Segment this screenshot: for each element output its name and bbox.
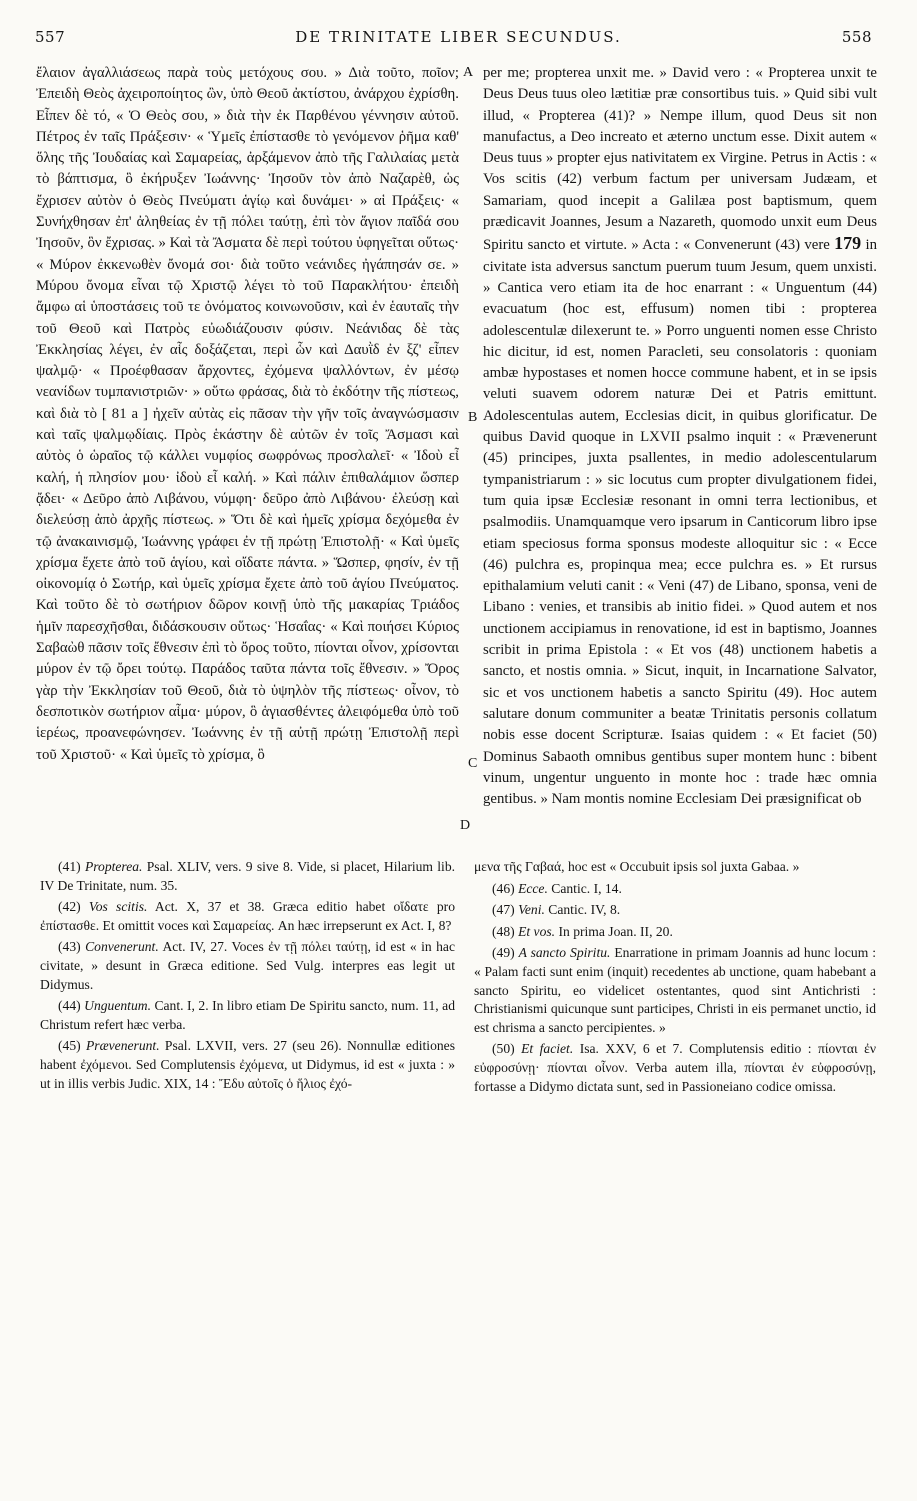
- footnote-text: Psal. LXVII, vers. 27 (seu 26). Nonnullæ editiones habent ἐχόμενοι. Sed Complutensis ἐχόμενα, ut Didymus, id est « juxta : » ut in illis verbis Judic. XIX, 14 : Ἔδυ αὐτοῖς ὁ ἥλιος ἐχό-: [40, 1038, 455, 1091]
- column-reference-number: 179: [834, 233, 862, 254]
- footnote-number: (45): [58, 1038, 81, 1054]
- footnote: [40, 1037, 455, 1093]
- footnote: [40, 997, 455, 1034]
- footnote-text: Isa. XXV, 6 et 7. Complutensis editio : πίονται ἐν εὐφροσύνῃ· πίονται οἶνον. Verba autem illa, πίονται ἐν εὐφροσύνῃ, fortasse a Didymo dictata sunt, sed in Passioneiano codice omissa.: [474, 1041, 876, 1094]
- footnote-text: Enarratione in primam Joannis ad hunc locum : « Palam facti sunt enim (inquit) recedentes ab unctione, quam habebant a sancto Spiritu, eo videlicet ostentantes, quod sint Antichristi : Christianismi quicunque sunt participes, Christi in eis permanet unctio, id est chrisma a sancto percipientes. »: [474, 945, 876, 1035]
- footnote-text: Cant. I, 2. In libro etiam De Spiritu sancto, num. 11, ad Christum refert hæc verba.: [40, 998, 455, 1032]
- footnote-text: Act. X, 37 et 38. Græca editio habet οἴδατε pro ἐπίστασθε. Et omittit voces καὶ Σαμαρείας. An hæc irrepserunt ex Act. I, 8?: [40, 899, 455, 933]
- footnotes-right: [474, 858, 876, 1468]
- greek-text: ἔλαιον ἀγαλλιάσεως παρὰ τοὺς μετόχους σου. » Διὰ τοῦτο, ποῖον; Ἐπειδὴ Θεὸς ἀχειροποίητος ὢν, ὑπὸ Θεοῦ ἀκτίστου, ἀνάρχου ἐχρίσθη. Εἶπεν δὲ τό, « Ὁ Θεὸς σου, » διὰ τὴν ἐκ Παρθένου γέννησιν αὐτοῦ. Πέτρος ἐν ταῖς Πράξεσιν· « Ὑμεῖς ἐπίστασθε τὸ γενόμενον ῥῆμα καθ' ὅλης τῆς Ἰουδαίας καὶ Σαμαρείας, ἀρξάμενον ἀπὸ τῆς Γαλιλαίας μετὰ τὸ βάπτισμα, ὃ ἐκήρυξεν Ἰωάννης· Ἰησοῦν τὸν ἀπὸ Ναζαρὲθ, ὡς ἔχρισεν αὐτὸν ὁ Θεὸς Πνεύματι ἁγίῳ καὶ δυνάμει· » αἱ Πράξεις· « Συνήχθησαν ἐπ' ἀληθείας ἐν τῇ πόλει ταύτῃ, ἐπὶ τὸν ἅγιον παῖδά σου Ἰησοῦν, ὃν ἔχρισας. » Καὶ τὰ Ἄσματα δὲ περὶ τούτου ὑφηγεῖται οὕτως· « Μύρον ἐκκενωθὲν ὄνομά σοι· διὰ τοῦτο νεάνιδες ἠγάπησάν σε. » Μύρου ὄνομα εἶναι τῷ Χριστῷ λέγει τὸ τοῦ Παρακλήτου· ἐπειδὴ ἄμφω αἱ ὑποστάσεις τοῦ τε ὀνόματος κοινωνοῦσιν, καὶ ἐν ἑαυταῖς τὴν τοῦ Θεοῦ καὶ Πατρὸς εὐωδιάζουσιν φύσιν. Νεάνιδας δὲ τὰς Ἐκκλησίας λέγει, ἐν αἷς δοξάζεται, περὶ ὧν καὶ Δαυῒδ ἐν ξζ' εἶπεν ψαλμῷ· « Προέφθασαν ἄρχοντες, ἐχόμενα ψαλλόντων, ἐν μέσῳ νεανίδων τυμπανιστριῶν· » οὕτω φράσας, διὰ τὸ ἐκδότην τῆς πίστεως, καὶ διὰ τὸ [ 81 a ] ἠχεῖν αὐτὰς εἰς πᾶσαν τὴν γῆν τοῖς ἀναγνώσμασιν καὶ ταῖς ψαλμῳδίαις. Πρὸς ἑκάστην δὲ αὐτῶν ἐν τοῖς Ἄσμασι καὶ αὐτὸς ὁ ὡραῖος τῷ κάλλει νυμφίος σωφρόνως προσλαλεῖ· « Ἰδοὺ εἶ καλή, ἡ πλησίον μου· ἰδοὺ εἶ καλή. » Καὶ πάλιν ἐπιθαλάμιον ὥσπερ ᾄδει· « Δεῦρο ἀπὸ Λιβάνου, νύμφη· δεῦρο ἀπὸ Λιβάνου· ἐλεύσῃ καὶ διελεύσῃ ἀπὸ ἀρχῆς πίστεως. » Ὅτι δὲ καὶ ἡμεῖς χρίσμα δεχόμεθα ἐν τῷ ἀνακαινισμῷ, Ἰωάννης γράφει ἐν τῇ πρώτῃ Ἐπιστολῇ· « Καὶ ὑμεῖς χρίσμα ἔχετε ἀπὸ τοῦ ἁγίου, καὶ οἴδατε πάντα. » Ὥσπερ, φησίν, ἐν τῇ οἰκονομίᾳ ὁ Σωτήρ, καὶ ὑμεῖς χρίσμα ἔχετε ἀπὸ τοῦ ἁγίου Πνεύματος. Καὶ τοῦτο δὲ τὸ σωτήριον δῶρον κοινῇ ὑπὸ τῆς μακαρίας Τριάδος ἡμῖν παρεσχῆσθαι, διδάσκουσιν οὕτως· Ἡσαΐας· « Καὶ ποιήσει Κύριος Σαβαὼθ πᾶσιν τοῖς ἔθνεσιν ἐπὶ τὸ ὄρος τοῦτο, πίονται οἶνον, χρίσονται μύρον ἐν τῷ ὄρει τούτῳ. Παράδος ταῦτα πάντα τοῖς ἔθνεσιν. » Ὄρος γὰρ τὴν Ἐκκλησίαν τοῦ Θεοῦ, διὰ τὸ ὑψηλὸν τῆς πίστεως· οἶνον, τὸ δεσποτικὸν σωτήριον αἷμα· μύρον, ὃ ἁγιασθέντες ἀλειφόμεθα ὑπὸ τοῦ ἱερέως, προανεφώνησεν. Ἰωάννης ἐν τῇ αὐτῇ πρώτῃ Ἐπιστολῇ περὶ τοῦ Χριστοῦ· « Καὶ ὑμεῖς τὸ χρίσμα, ὃ: [36, 65, 459, 763]
- footnote-number: (50): [492, 1041, 515, 1057]
- footnote: [40, 938, 455, 994]
- footnote-lemma: Et faciet.: [521, 1041, 574, 1057]
- footnote-lemma: Et vos.: [518, 923, 556, 939]
- page-number-left: 557: [35, 28, 66, 46]
- margin-letter-b: B: [468, 410, 478, 425]
- footnote-lemma: Ecce.: [518, 880, 548, 896]
- footnote-number: (42): [58, 899, 81, 915]
- footnote: [474, 923, 876, 942]
- margin-letter-c: C: [468, 756, 478, 771]
- footnote: [474, 1040, 876, 1096]
- latin-text-part-2: in civitate ista adversus sanctum puerum tuum Jesum, quem unxisti. » Cantica vero etiam ita de hoc enarrant : « Unguentum (44) evacuatum (hoc est, effusum) nomen tibi : propterea adolescentulæ dilexerunt te. » Porro unguenti nomen esse Christo hic dicitur, id est, nomen Paracleti, seu consolatoris : quoniam ambæ hypostases et nomen hocce commune habent, et in se ipsis veluti suavem odorem naturæ Dei et Patris emittunt. Adolescentulas autem, Ecclesias dicit, in quibus glorificatur. De quibus David quoque in LXVII psalmo inquit : « Prævenerunt (45) principes, juxta psallentes, in medio adolescentularum tympanistriarum : » sic locutus cum propter divulgationem fidei, tum quia ipsæ Ecclesiæ resonant in omni terra lectionibus, et psalmodiis. Unamquamque vero ipsarum in Canticorum libro ipse etiam speciosus forma sponsus modeste alloquitur sic : « Ecce (46) pulchra es, propinqua mea; ecce pulchra es. » Et rursus epithalamium veluti canit : « Veni (47) de Libano, sponsa, veni de Libano : venies, et transibis ab initio fidei. » Quod autem et nos unctionem accipiamus in renovatione, id est in baptismo, Joannes scribit in prima Epistola : « Et vos (48) unctionem habetis a sancto, et nostis omnia. » Sicut, inquit, in Incarnatione Salvator, sic et vos unctionem habetis a sancto Spiritu (49). Hoc autem salutare donum communiter a beatæ Trinitatis personis collatum nobis esse docent Scripturæ. Isaias quidem : « Et faciet (50) Dominus Sabaoth omnibus gentibus super montem hunc : bibent vinum, ungentur unguento in monte hoc : trade hæc omnia gentibus. » Nam montis nomine Ecclesiam Dei præsignificat ob: [483, 237, 877, 808]
- latin-column: [483, 63, 877, 831]
- footnote-text: Act. IV, 27. Voces ἐν τῇ πόλει ταύτῃ, id est « in hac civitate, » desunt in Græca editione. Sed Vulg. interpres eas legit ut Didymus.: [40, 939, 455, 992]
- page-number-right: 558: [841, 28, 872, 46]
- footnote-text: In prima Joan. II, 20.: [558, 923, 673, 939]
- footnote-number: (43): [58, 939, 81, 955]
- footnote-text: Psal. XLIV, vers. 9 sive 8. Vide, si placet, Hilarium lib. IV De Trinitate, num. 35.: [40, 859, 455, 893]
- footnote: [474, 944, 876, 1037]
- footnote-number: (44): [58, 998, 81, 1014]
- footnote: [474, 880, 876, 899]
- footnote: [40, 858, 455, 895]
- footnote-number: (48): [492, 923, 515, 939]
- footnote-number: (46): [492, 880, 515, 896]
- footnote-lemma: Unguentum.: [84, 998, 151, 1014]
- footnote-text: Cantic. I, 14.: [551, 880, 622, 896]
- footnote-number: (47): [492, 902, 515, 918]
- footnote-lemma: Convenerunt.: [85, 939, 159, 955]
- footnote-lemma: Propterea.: [84, 859, 143, 874]
- footnote-lemma: Vos scitis.: [88, 899, 148, 915]
- greek-column: [36, 63, 459, 831]
- footnote: [474, 901, 876, 920]
- footnote-lemma: Prævenerunt.: [85, 1038, 160, 1054]
- latin-text: [483, 63, 877, 810]
- margin-letter-d: D: [460, 818, 471, 833]
- margin-letter-a: A: [463, 65, 474, 80]
- latin-text-part-1: per me; propterea unxit me. » David vero : « Propterea unxit te Deus Deus tuus oleo lætitiæ præ consortibus tuis. » Quid sibi vult illud, « Propterea (41)? » Nempe illum, quod Deus sit non manufactus, a Deo increato et æterno unctum esse. Dixit autem « Deus tuus » propter ejus nativitatem ex Virgine. Petrus in Actis : « Vos scitis (42) verbum factum per universam Judæam, et Samariam, quod incepit a Galilæa post baptismum, quem prædicavit Joannes, Jesum a Nazareth, quomodo unxit eum Deus Spiritu sancto et virtute. » Acta : « Convenerunt (43) vere: [483, 65, 877, 254]
- footnotes-left: [40, 858, 455, 1468]
- running-title: DE TRINITATE LIBER SECUNDUS.: [295, 28, 622, 46]
- footnote-number: (41): [58, 859, 81, 874]
- footnote-continuation: μενα τῆς Γαβαά, hoc est « Occubuit ipsis sol juxta Gabaa. »: [474, 859, 800, 874]
- footnote-number: (49): [492, 945, 515, 961]
- footnote: [40, 898, 455, 935]
- footnote-lemma: A sancto Spiritu.: [518, 945, 611, 961]
- footnote-lemma: Veni.: [518, 902, 545, 918]
- footnote-text: Cantic. IV, 8.: [548, 902, 621, 918]
- page-header: [0, 28, 917, 54]
